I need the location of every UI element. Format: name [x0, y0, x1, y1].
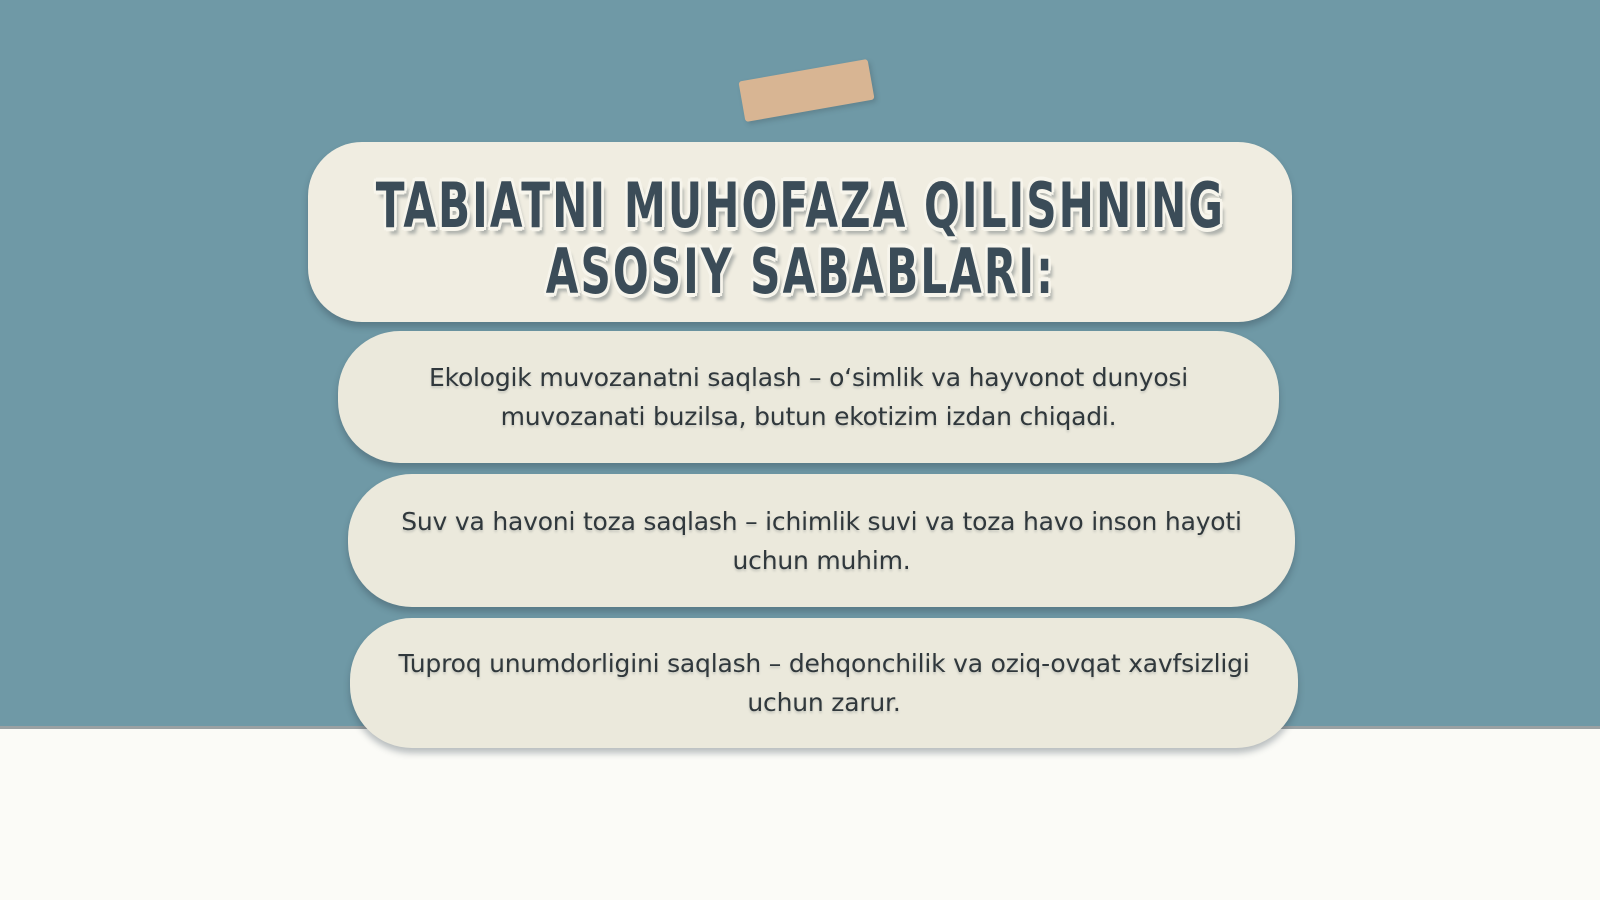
reason-text-line: uchun muhim.	[732, 545, 911, 575]
reason-card-water-air	[348, 474, 1295, 607]
reason-text-line: Tuproq unumdorligini saqlash – dehqonchilik va oziq-ovqat xavfsizligi	[398, 649, 1250, 678]
slide-title-line-2: ASOSIY SABABLARI:	[545, 235, 1055, 308]
reason-text-line: muvozanati buzilsa, butun ekotizim izdan chiqadi.	[500, 402, 1117, 431]
reason-card-soil	[350, 618, 1298, 748]
reason-card-ecology	[338, 331, 1279, 463]
slide-title-line-1: TABIATNI MUHOFAZA QILISHNING	[375, 169, 1225, 242]
reason-text-line: uchun zarur.	[747, 688, 901, 717]
reason-text-line: Ekologik muvozanatni saqlash – oʻsimlik va hayvonot dunyosi	[428, 363, 1189, 392]
background-bottom	[0, 726, 1600, 900]
title-card	[308, 142, 1292, 322]
reason-text-line: Suv va havoni toza saqlash – ichimlik suvi va toza havo inson hayoti	[401, 506, 1242, 536]
